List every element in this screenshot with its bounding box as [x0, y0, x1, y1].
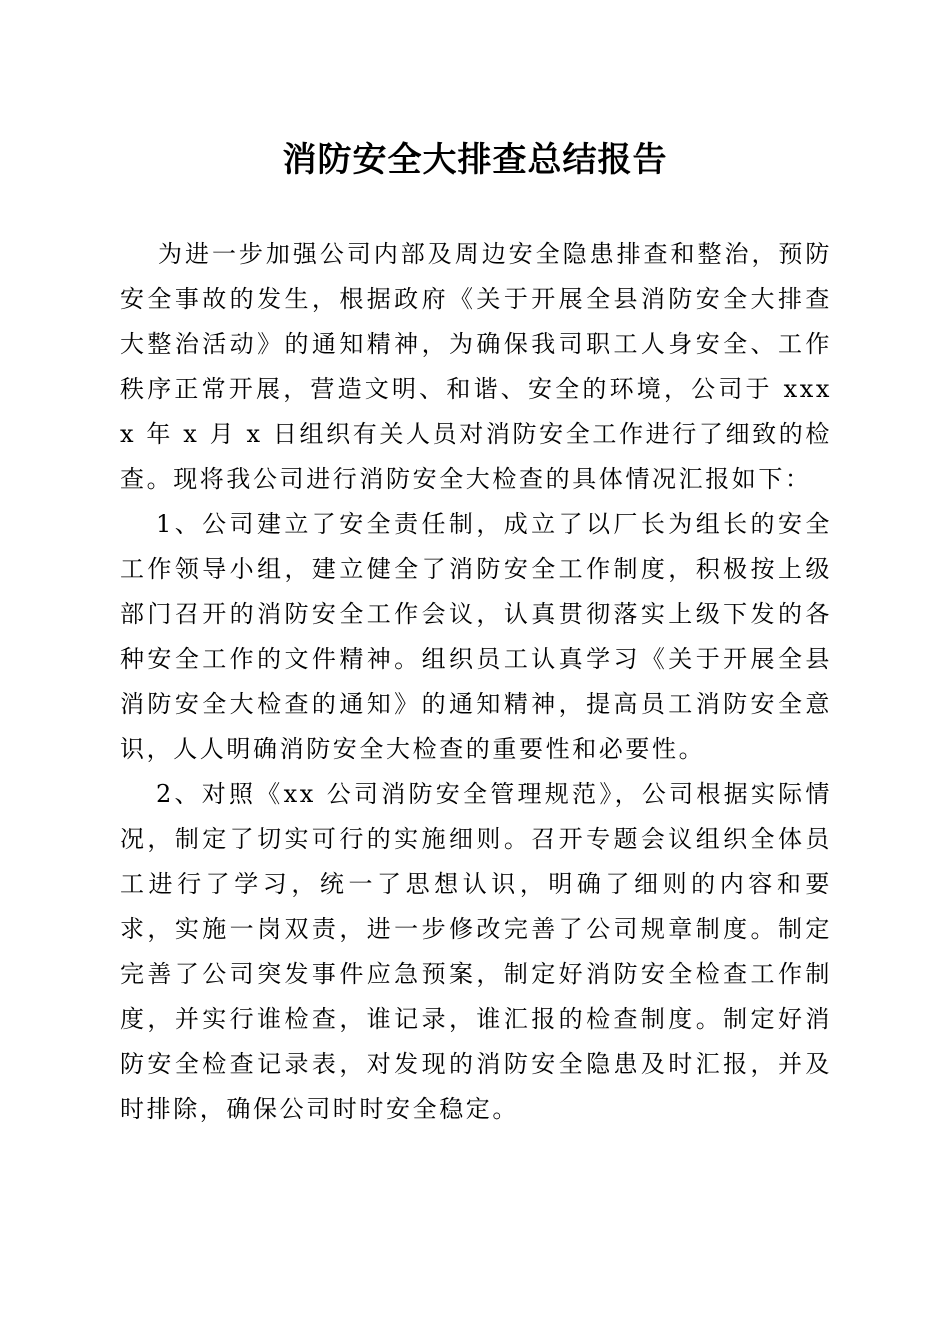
paragraph-item-1: 1、公司建立了安全责任制，成立了以厂长为组长的安全工作领导小组，建立健全了消防安全工作制度，积极按上级部门召开的消防安全工作会议，认真贯彻落实上级下发的各种安全工作的文件精神。组织员工认真学习《关于开展全县消防安全大检查的通知》的通知精神，提高员工消防安全意识，人人明确消防安全大检查的重要性和必要性。 [120, 510, 832, 763]
paragraph-item-2: 2、对照《xx 公司消防安全管理规范》，公司根据实际情况，制定了切实可行的实施细则。召开专题会议组织全体员工进行了学习，统一了思想认识，明确了细则的内容和要求，实施一岗双责，进一步修改完善了公司规章制度。制定完善了公司突发事件应急预案，制定好消防安全检查工作制度，并实行谁检查，谁记录，谁汇报的检查制度。制定好消防安全检查记录表，对发现的消防安全隐患及时汇报，并及时排除，确保公司时时安全稳定。 [120, 780, 832, 1123]
document-body [120, 232, 832, 1132]
paragraph-intro: 为进一步加强公司内部及周边安全隐患排查和整治，预防安全事故的发生，根据政府《关于开展全县消防安全大排查大整治活动》的通知精神，为确保我司职工人身安全、工作秩序正常开展，营造文明、和谐、安全的环境，公司于 xxxx 年 x 月 x 日组织有关人员对消防安全工作进行了细致的检查。现将我公司进行消防安全大检查的具体情况汇报如下： [120, 240, 832, 493]
document-title: 消防安全大排查总结报告 [282, 140, 668, 180]
